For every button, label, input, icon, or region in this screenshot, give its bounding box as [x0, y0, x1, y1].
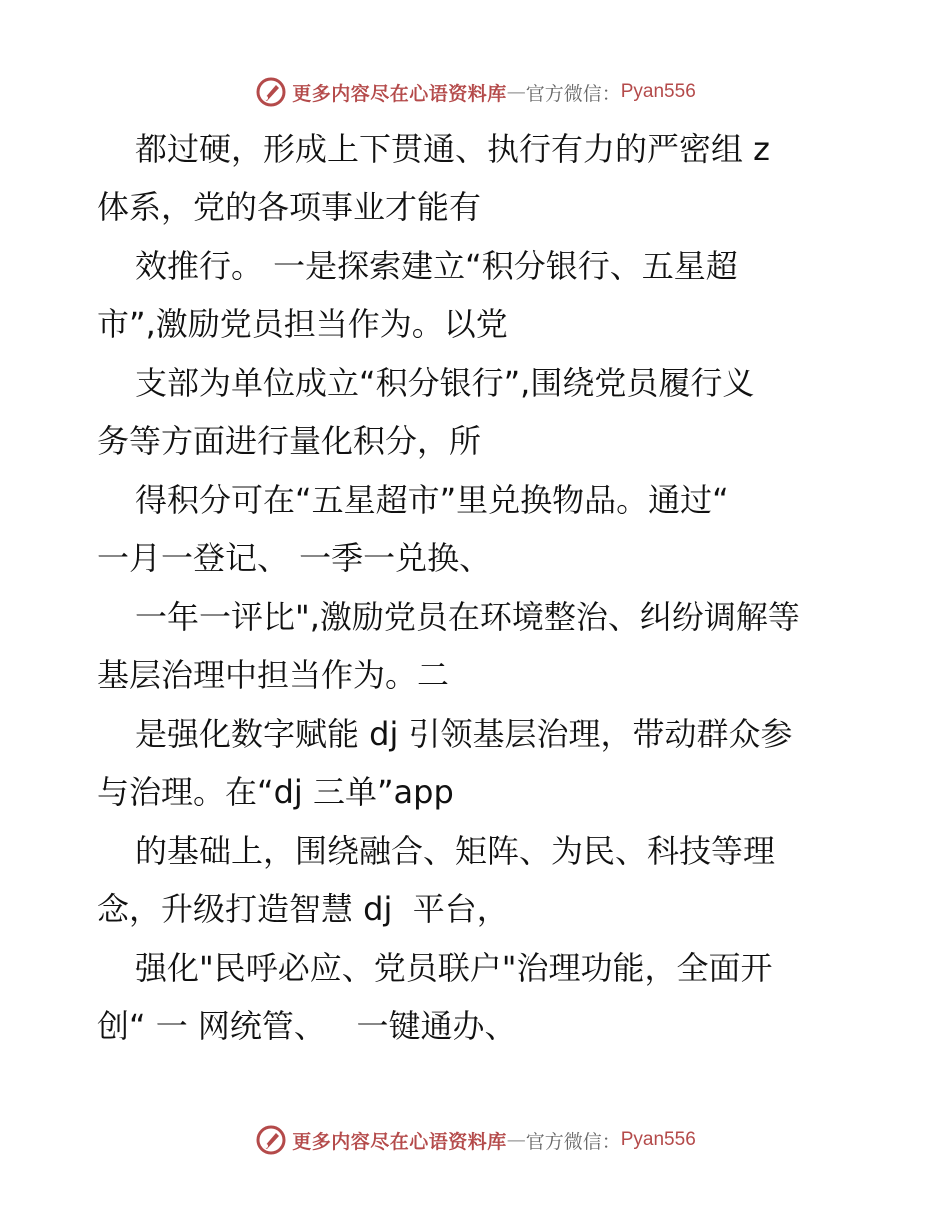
text-line: 与治理。在“dj 三单”app: [97, 773, 454, 811]
text-line: 念，升级打造智慧 dj 平台，: [97, 890, 509, 928]
banner-separator: —: [506, 81, 526, 103]
text-line: 创“ 一 网统管、 一键通办、: [97, 1007, 517, 1045]
text-line: 得积分可在“五星超市”里兑换物品。通过“: [135, 481, 729, 519]
pen-logo-icon: [254, 1123, 288, 1157]
banner-wechat-label: 官方微信：: [525, 1130, 621, 1153]
header-banner: [0, 70, 950, 114]
text-line: 一年一评比",激励党员在环境整治、纠纷调解等: [135, 598, 800, 636]
text-line: 都过硬，形成上下贯通、执行有力的严密组 z: [135, 130, 770, 168]
banner-wechat-id: Pyan556: [620, 1129, 696, 1150]
footer-banner: [0, 1118, 950, 1162]
text-line: 市”,激励党员担当作为。以党: [97, 305, 508, 343]
text-line: 基层治理中担当作为。二: [97, 656, 450, 694]
banner-separator: —: [506, 1129, 526, 1151]
text-line: 效推行。 一是探索建立“积分银行、五星超: [135, 247, 738, 285]
text-line: 强化"民呼必应、党员联户"治理功能，全面开: [135, 949, 773, 987]
text-line: 体系，党的各项事业才能有: [97, 188, 482, 226]
banner-title: 更多内容尽在心语资料库: [292, 1130, 507, 1153]
text-line: 一月一登记、 一季一兑换、: [97, 539, 492, 577]
banner-wechat-label: 官方微信：: [525, 82, 621, 105]
text-line: 支部为单位成立“积分银行”,围绕党员履行义: [135, 364, 755, 402]
text-line: 是强化数字赋能 dj 引领基层治理，带动群众参: [135, 715, 793, 753]
text-line: 务等方面进行量化积分，所: [97, 422, 482, 460]
text-line: 的基础上，围绕融合、矩阵、为民、科技等理: [135, 832, 776, 870]
banner-title: 更多内容尽在心语资料库: [292, 82, 507, 105]
pen-logo-icon: [254, 75, 288, 109]
banner-wechat-id: Pyan556: [620, 81, 696, 102]
